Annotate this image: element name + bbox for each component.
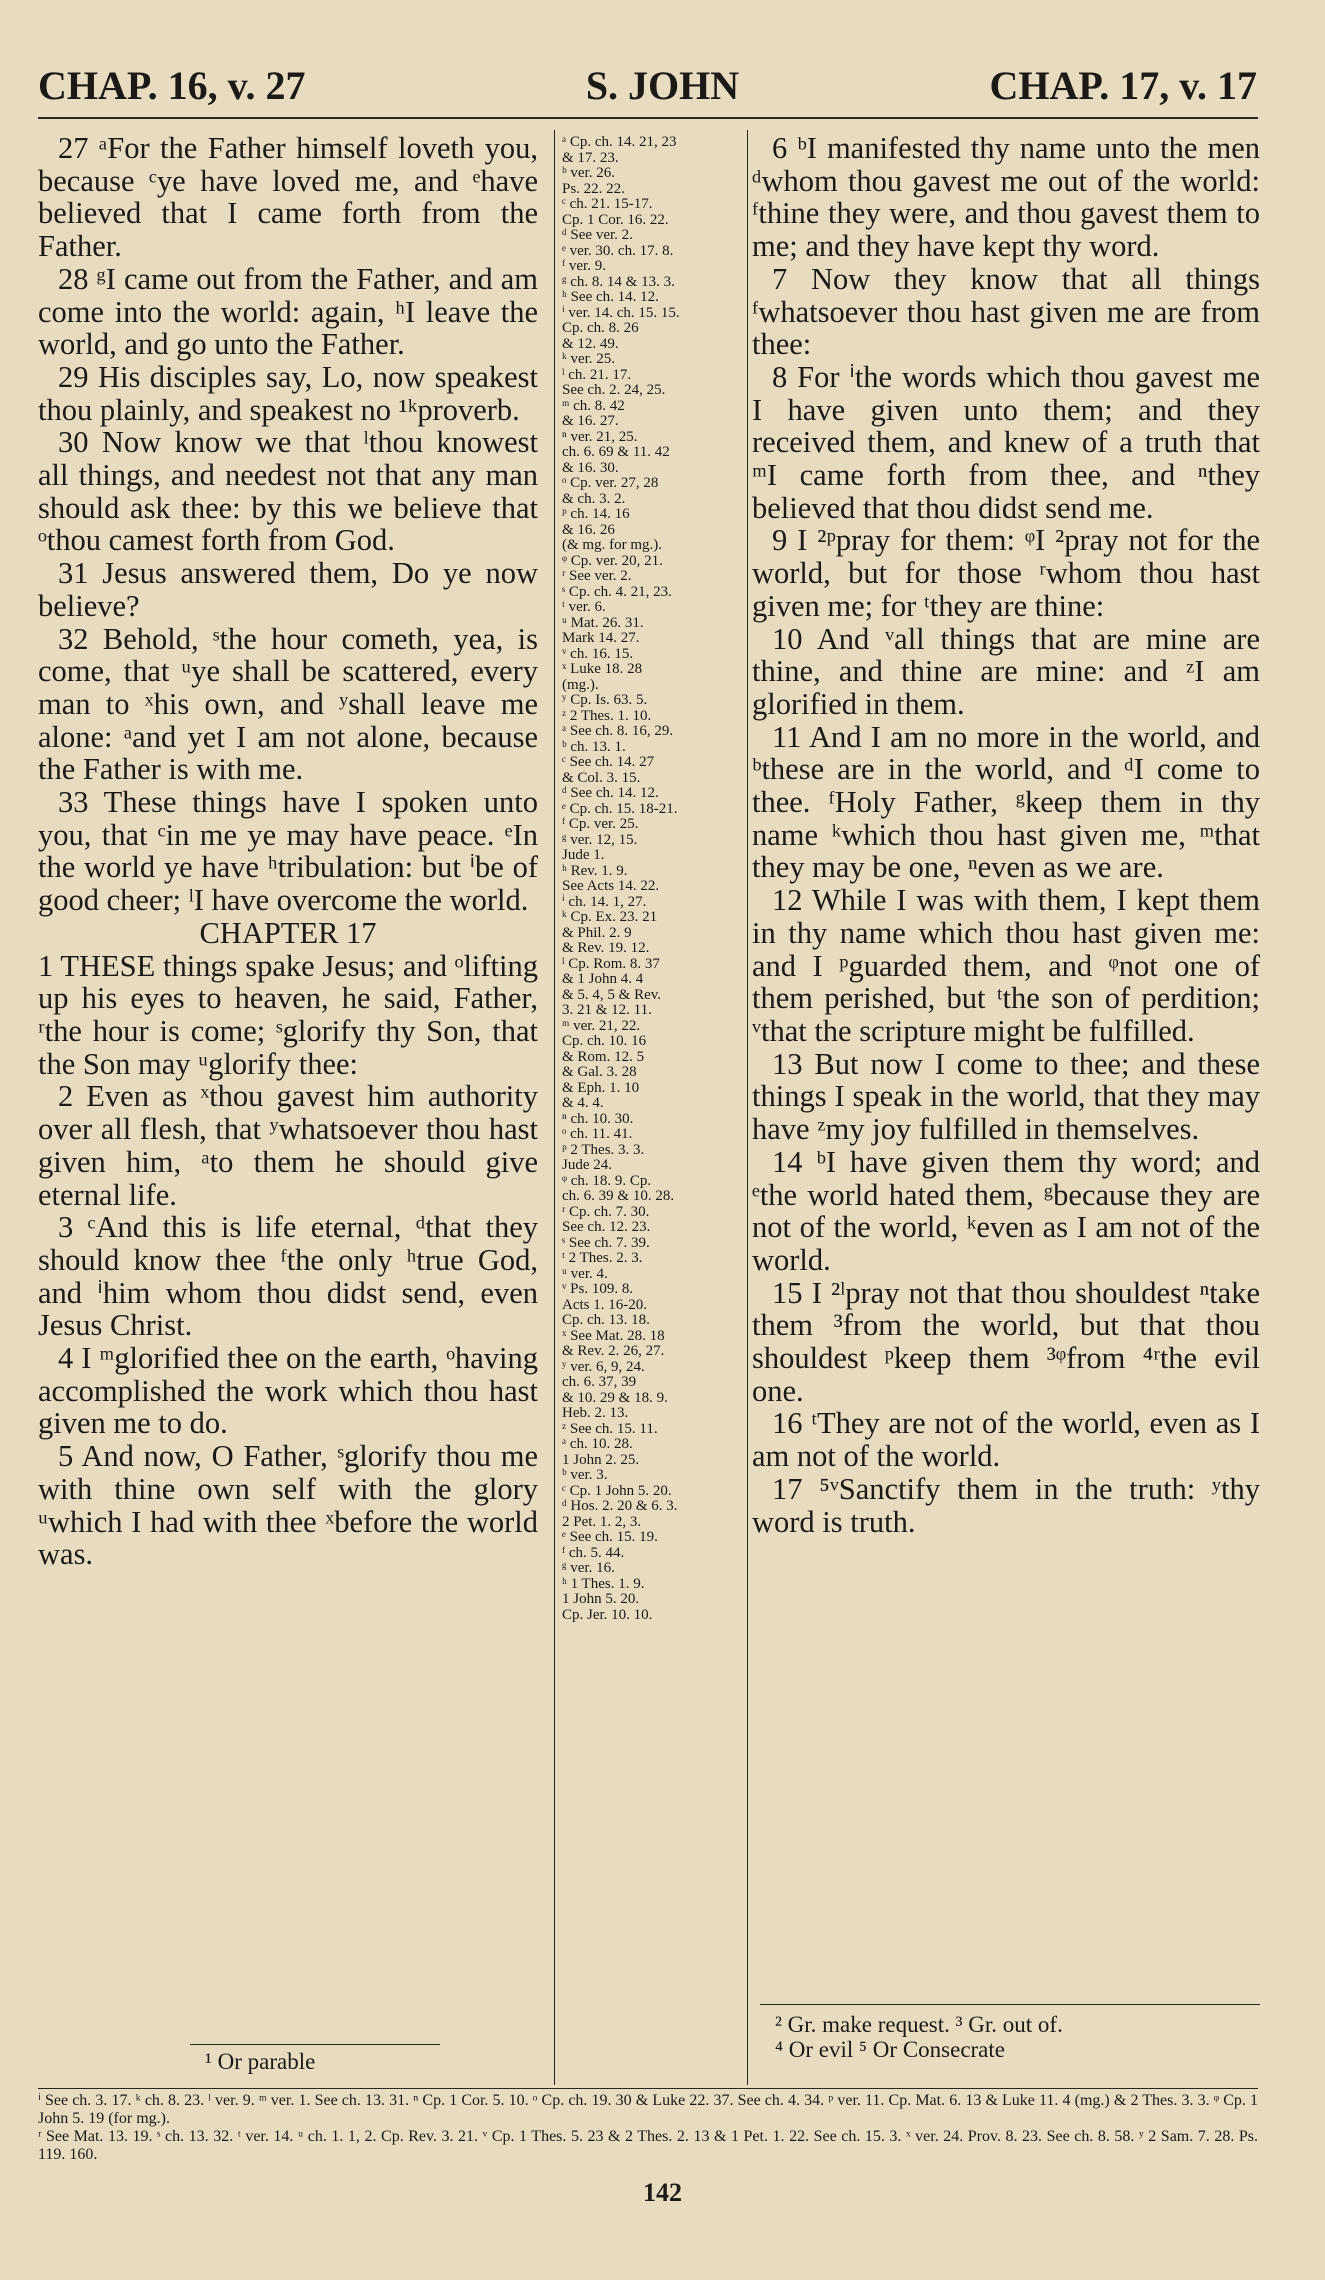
left-column-divider — [554, 130, 555, 2085]
verse-16-33: 33 These things have I spoken unto you, that ᶜin me ye may have peace. ᵉIn the world ye have ʰtribulation: but ⁱbe of good cheer; ˡI have overcome the world. — [38, 785, 538, 918]
running-head-right: CHAP. 17, v. 17 — [989, 63, 1257, 108]
verse-16-29: 29 His disciples say, Lo, now speakest thou plainly, and speakest no ¹ᵏproverb. — [38, 359, 538, 427]
verse-17-3: 3 ᶜAnd this is life eternal, ᵈthat they should know thee ᶠthe only ʰtrue God, and ⁱhim whom thou didst send, even Jesus Christ. — [38, 1210, 538, 1343]
running-head-left: CHAP. 16, v. 27 — [38, 63, 306, 108]
verse-17-14: 14 ᵇI have given them thy word; and ᵉthe world hated them, ᵍbecause they are not of the world, ᵏeven as I am not of the world. — [752, 1144, 1260, 1277]
verse-17-8: 8 For ⁱthe words which thou gavest me I have given unto them; and they received them, and knew of a truth that ᵐI came forth from thee, and ⁿthey believed that thou didst send me. — [752, 359, 1260, 525]
verse-16-27: 27 ᵃFor the Father himself loveth you, because ᶜye have loved me, and ᵉhave believed that I came forth from the Father. — [38, 131, 538, 264]
right-footnote-rule — [760, 2004, 1260, 2005]
verse-17-2: 2 Even as ˣthou gavest him authority over all flesh, that ʸwhatsoever thou hast given him, ᵃto them he should give eternal life. — [38, 1079, 538, 1212]
left-footnote-rule — [190, 2044, 440, 2045]
verse-17-5: 5 And now, O Father, ˢglorify thou me with thine own self with the glory ᵘwhich I had with thee ˣbefore the world was. — [38, 1439, 538, 1572]
verse-17-16: 16 ᵗThey are not of the world, even as I am not of the world. — [752, 1406, 1260, 1474]
verse-17-7: 7 Now they know that all things ᶠwhatsoever thou hast given me are from thee: — [752, 261, 1260, 362]
chapter-heading: CHAPTER 17 — [199, 915, 377, 950]
right-footnotes: ² Gr. make request. ³ Gr. out of. ⁴ Or evil ⁵ Or Consecrate — [775, 2012, 1063, 2062]
left-text-column — [38, 132, 538, 1571]
page-number: 142 — [643, 2178, 682, 2207]
verse-16-31: 31 Jesus answered them, Do ye now believe? — [38, 556, 538, 623]
verse-17-15: 15 I ²ˡpray not that thou shouldest ⁿtake them ³from the world, but that thou shouldest ᵖkeep them ³ᵠfrom ⁴ʳthe evil one. — [752, 1275, 1260, 1408]
verse-17-9: 9 I ²ᵖpray for them: ᵠI ²pray not for the world, but for those ʳwhom thou hast given me; for ᵗthey are thine: — [752, 523, 1260, 623]
verse-17-10: 10 And ᵛall things that are mine are thine, and thine are mine: and ᶻI am glorified in them. — [752, 621, 1260, 721]
center-reference-column — [562, 135, 747, 1623]
verse-17-17: 17 ⁵ᵛSanctify them in the truth: ʸthy word is truth. — [752, 1471, 1260, 1539]
verse-17-4: 4 I ᵐglorified thee on the earth, ᵒhaving accomplished the work which thou hast given me to do. — [38, 1341, 538, 1441]
verse-17-13: 13 But now I come to thee; and these things I speak in the world, that they may have ᶻmy joy fulfilled in themselves. — [752, 1046, 1260, 1147]
cross-references: ⁱ See ch. 3. 17. ᵏ ch. 8. 23. ˡ ver. 9. ᵐ ver. 1. See ch. 13. 31. ⁿ Cp. 1 Cor. 5. 10. ᵒ Cp. ch. 19. 30 & Luke 22. 37. See ch. 4. 34. ᵖ ver. 11. Cp. Mat. 6. 13 & Luke 11. 4 (mg.) & 2 Thes. 3. 3. ᵠ Cp. 1 John 5. 19 (for mg.). ʳ See Mat. 13. 19. ˢ ch. 13. 32. ᵗ ver. 14. ᵘ ch. 1. 1, 2. Cp. Rev. 3. 21. ᵛ Cp. 1 Thes. 5. 23 & 2 Thes. 2. 13 & 1 Pet. 1. 22. See ch. 15. 3. ˣ ver. 24. Prov. 8. 23. See ch. 8. 58. ʸ 2 Sam. 7. 28. Ps. 119. 160. — [38, 2092, 1258, 2163]
verse-16-30: 30 Now know we that ˡthou knowest all things, and needest not that any man should ask thee: by this we believe that ᵒthou camest forth from God. — [38, 425, 538, 558]
verse-17-12: 12 While I was with them, I kept them in thy name which thou hast given me: and I ᵖguarded them, and ᵠnot one of them perished, but ᵗthe son of perdition; ᵛthat the scripture might be fulfilled. — [752, 883, 1260, 1048]
verse-17-6: 6 ᵇI manifested thy name unto the men ᵈwhom thou gavest me out of the world: ᶠthine they were, and thou gavest them to me; and they have kept thy word. — [752, 131, 1260, 264]
verse-16-32: 32 Behold, ˢthe hour cometh, yea, is come, that ᵘye shall be scattered, every man to ˣhis own, and ʸshall leave me alone: ᵃand yet I am not alone, because the Father is with me. — [38, 621, 538, 787]
right-text-column — [752, 132, 1260, 1538]
header-rule — [38, 117, 1258, 119]
right-column-divider — [747, 130, 748, 2085]
verse-17-1: 1 THESE things spake Jesus; and ᵒlifting up his eyes to heaven, he said, Father, ʳthe hour is come; ˢglorify thy Son, that the Son may ᵘglorify thee: — [38, 948, 538, 1081]
reference-list: ᵃ Cp. ch. 14. 21, 23 & 17. 23. ᵇ ver. 26. Ps. 22. 22. ᶜ ch. 21. 15-17. Cp. 1 Cor. 16. 22. ᵈ See ver. 2. ᵉ ver. 30. ch. 17. 8. ᶠ ver. 9. ᵍ ch. 8. 14 & 13. 3. ʰ See ch. 14. 12. ⁱ ver. 14. ch. 15. 15. Cp. ch. 8. 26 & 12. 49. ᵏ ver. 25. ˡ ch. 21. 17. See ch. 2. 24, 25. ᵐ ch. 8. 42 & 16. 27. ⁿ ver. 21, 25. ch. 6. 69 & 11. 42 & 16. 30. ᵒ Cp. ver. 27, 28 & ch. 3. 2. ᵖ ch. 14. 16 & 16. 26 (& mg. for mg.). ᵠ Cp. ver. 20, 21. ʳ See ver. 2. ˢ Cp. ch. 4. 21, 23. ᵗ ver. 6. ᵘ Mat. 26. 31. Mark 14. 27. ᵛ ch. 16. 15. ˣ Luke 18. 28 (mg.). ʸ Cp. Is. 63. 5. ᶻ 2 Thes. 1. 10. ᵃ See ch. 8. 16, 29. ᵇ ch. 13. 1. ᶜ See ch. 14. 27 & Col. 3. 15. ᵈ See ch. 14. 12. ᵉ Cp. ch. 15. 18-21. ᶠ Cp. ver. 25. ᵍ ver. 12, 15. Jude 1. ʰ Rev. 1. 9. See Acts 14. 22. ⁱ ch. 14. 1, 27. ᵏ Cp. Ex. 23. 21 & Phil. 2. 9 & Rev. 19. 12. ˡ Cp. Rom. 8. 37 & 1 John 4. 4 & 5. 4, 5 & Rev. 3. 21 & 12. 11. ᵐ ver. 21, 22. Cp. ch. 10. 16 & Rom. 12. 5 & Gal. 3. 28 & Eph. 1. 10 & 4. 4. ⁿ ch. 10. 30. ᵒ ch. 11. 41. ᵖ 2 Thes. 3. 3. Jude 24. ᵠ ch. 18. 9. Cp. ch. 6. 39 & 10. 28. ʳ Cp. ch. 7. 30. See ch. 12. 23. ˢ See ch. 7. 39. ᵗ 2 Thes. 2. 3. ᵘ ver. 4. ᵛ Ps. 109. 8. Acts 1. 16-20. Cp. ch. 13. 18. ˣ See Mat. 28. 18 & Rev. 2. 26, 27. ʸ ver. 6, 9, 24. ch. 6. 37, 39 & 10. 29 & 18. 9. Heb. 2. 13. ᶻ See ch. 15. 11. ᵃ ch. 10. 28. 1 John 2. 25. ᵇ ver. 3. ᶜ Cp. 1 John 5. 20. ᵈ Hos. 2. 20 & 6. 3. 2 Pet. 1. 2, 3. ᵉ See ch. 15. 19. ᶠ ch. 5. 44. ᵍ ver. 16. ʰ 1 Thes. 1. 9. 1 John 5. 20. Cp. Jer. 10. 10. — [562, 134, 680, 1623]
verse-16-28: 28 ᵍI came out from the Father, and am come into the world: again, ʰI leave the world, and go unto the Father. — [38, 261, 538, 362]
cross-reference-rule — [38, 2088, 1258, 2089]
left-footnote: ¹ Or parable — [205, 2049, 316, 2074]
running-head-title: S. JOHN — [585, 63, 740, 108]
verse-17-11: 11 And I am no more in the world, and ᵇthese are in the world, and ᵈI come to thee. ᶠHoly Father, ᵍkeep them in thy name ᵏwhich thou hast given me, ᵐthat they may be one, ⁿeven as we are. — [752, 719, 1260, 885]
